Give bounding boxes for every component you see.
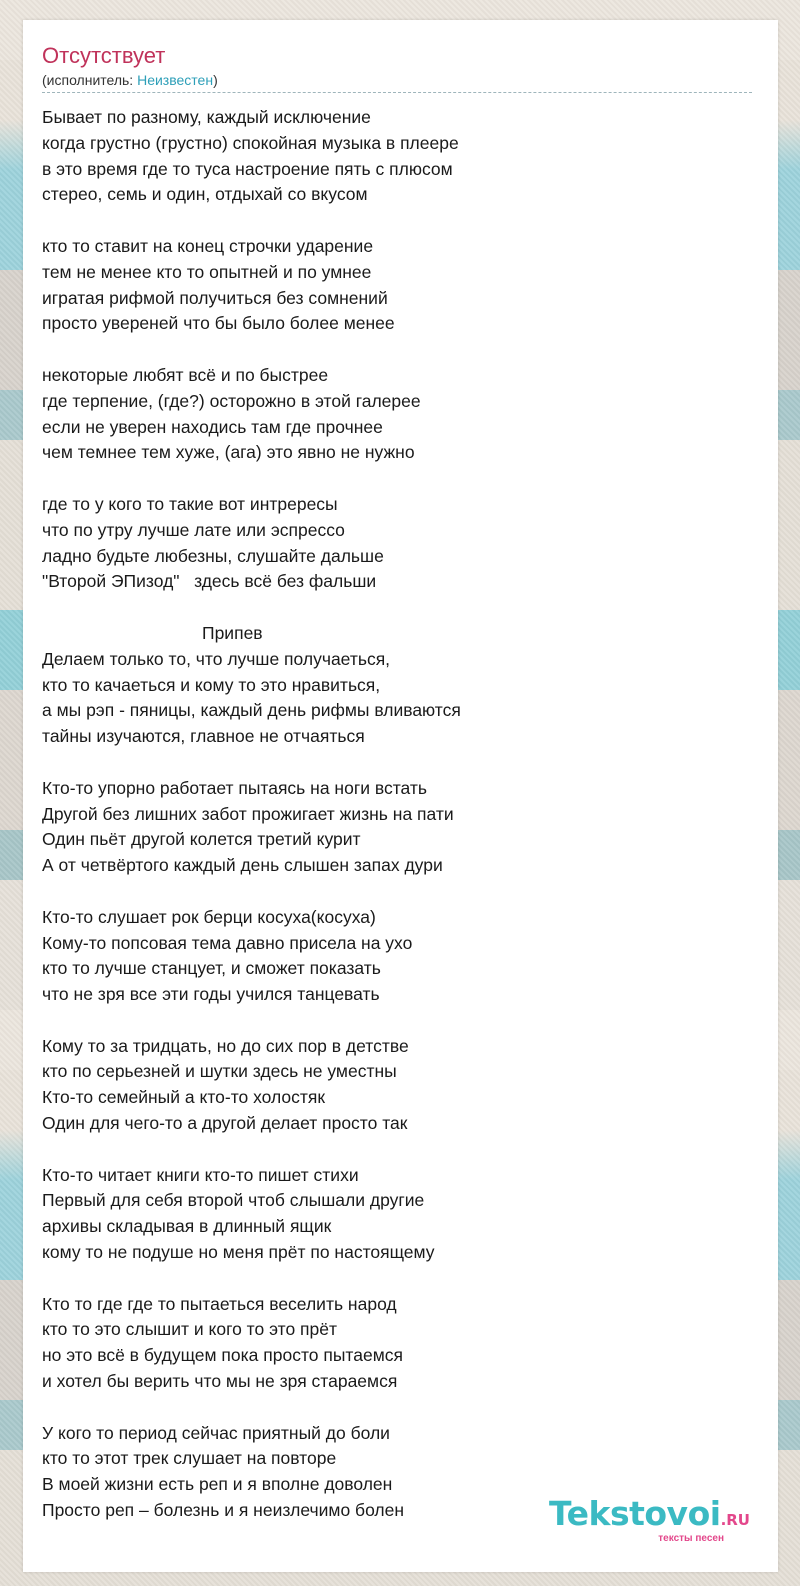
lyric-line: кто то это слышит и кого то это прёт bbox=[42, 1319, 338, 1340]
lyric-line: Один для чего-то а другой делает просто так bbox=[42, 1113, 408, 1134]
lyric-line: если не уверен находись там где прочнее bbox=[42, 416, 383, 437]
lyric-line: стерео, семь и один, отдыхай со вкусом bbox=[42, 184, 368, 205]
lyric-line: А от четвёртого каждый день слышен запах дури bbox=[42, 855, 443, 876]
stanza bbox=[42, 1034, 742, 1137]
stanza bbox=[42, 905, 742, 1008]
lyrics-sheet bbox=[23, 20, 778, 1572]
lyric-line: У кого то период сейчас приятный до боли bbox=[42, 1422, 390, 1443]
stanza bbox=[42, 1163, 742, 1266]
lyric-line: Кто то где где то пытаеться веселить народ bbox=[42, 1293, 397, 1314]
lyric-line: где то у кого то такие вот интрересы bbox=[42, 493, 338, 514]
lyric-line: кто то ставит на конец строчки ударение bbox=[42, 235, 374, 256]
stanza bbox=[42, 776, 742, 879]
logo-main-text: Tekstovoi bbox=[549, 1494, 721, 1533]
lyric-line: игратая рифмой получиться без сомнений bbox=[42, 287, 388, 308]
lyric-line: Бывает по разному, каждый исключение bbox=[42, 107, 371, 127]
logo-tagline: тексты песен bbox=[658, 1533, 724, 1544]
lyric-line: Кому-то попсовая тема давно присела на ухо bbox=[42, 932, 413, 953]
lyric-line: что по утру лучше лате или эспрессо bbox=[42, 519, 345, 540]
lyric-line: В моей жизни есть реп и я вполне доволен bbox=[42, 1474, 393, 1495]
artist-suffix: ) bbox=[213, 72, 218, 88]
lyric-line: Кто-то слушает рок берци косуха(косуха) bbox=[42, 906, 376, 927]
lyric-line: когда грустно (грустно) спокойная музыка в плеере bbox=[42, 132, 459, 153]
stanza bbox=[42, 492, 742, 595]
stanza bbox=[42, 105, 742, 208]
lyric-line: Делаем только то, что лучше получаеться, bbox=[42, 648, 391, 669]
lyric-line: Кто-то семейный а кто-то холостяк bbox=[42, 1087, 326, 1108]
lyric-line: что не зря все эти годы учился танцевать bbox=[42, 984, 380, 1005]
lyric-line: кто то качаеться и кому то это нравиться, bbox=[42, 674, 381, 695]
site-logo[interactable] bbox=[549, 1494, 750, 1544]
stanza bbox=[42, 363, 742, 466]
lyric-line: некоторые любят всё и по быстрее bbox=[42, 364, 329, 385]
lyric-line: где терпение, (где?) осторожно в этой галерее bbox=[42, 390, 421, 411]
artist-link[interactable]: Неизвестен bbox=[137, 72, 214, 88]
stanza bbox=[42, 234, 742, 337]
lyric-line: ладно будьте любезны, слушайте дальше bbox=[42, 545, 384, 566]
lyric-line: кто то этот трек слушает на повторе bbox=[42, 1448, 337, 1469]
lyric-line: Один пьёт другой колется третий курит bbox=[42, 829, 361, 850]
stanza bbox=[42, 1292, 742, 1395]
lyric-line: Просто реп – болезнь и я неизлечимо болен bbox=[42, 1500, 405, 1521]
logo-domain: .RU bbox=[720, 1511, 750, 1529]
chorus-stanza bbox=[42, 621, 742, 750]
lyric-line: а мы рэп - пяницы, каждый день рифмы вливаются bbox=[42, 700, 461, 721]
lyric-line: Первый для себя второй чтоб слышали другие bbox=[42, 1190, 425, 1211]
song-title: Отсутствует bbox=[42, 43, 166, 68]
lyric-line: кому то не подуше но меня прёт по настоящему bbox=[42, 1242, 435, 1263]
lyric-line: чем темнее тем хуже, (ага) это явно не нужно bbox=[42, 442, 415, 463]
lyric-line: и хотел бы верить что мы не зря стараемся bbox=[42, 1371, 398, 1392]
artist-prefix: (исполнитель: bbox=[42, 72, 138, 88]
lyric-line: но это всё в будущем пока просто пытаемся bbox=[42, 1345, 403, 1366]
lyric-line: кто по серьезней и шутки здесь не уместны bbox=[42, 1061, 397, 1082]
header-divider bbox=[42, 92, 752, 93]
lyric-line: тайны изучаются, главное не отчаяться bbox=[42, 726, 365, 747]
lyric-line: в это время где то туса настроение пять с плюсом bbox=[42, 158, 453, 179]
song-header bbox=[42, 42, 218, 89]
chorus-label: Припев bbox=[202, 622, 263, 643]
lyric-line: кто то лучше станцует, и сможет показать bbox=[42, 958, 381, 979]
lyric-line: тем не менее кто то опытней и по умнее bbox=[42, 261, 372, 282]
lyric-line: Другой без лишних забот прожигает жизнь на пати bbox=[42, 803, 454, 824]
lyrics-body bbox=[42, 105, 742, 1550]
logo-wordmark bbox=[549, 1494, 750, 1537]
lyric-line: Кто-то упорно работает пытаясь на ноги встать bbox=[42, 777, 427, 798]
lyric-line: Кому то за тридцать, но до сих пор в детстве bbox=[42, 1035, 409, 1056]
lyric-line: архивы складывая в длинный ящик bbox=[42, 1216, 332, 1237]
artist-line bbox=[42, 71, 218, 89]
lyric-line: "Второй ЭПизод" здесь всё без фальши bbox=[42, 571, 377, 592]
lyric-line: Кто-то читает книги кто-то пишет стихи bbox=[42, 1164, 359, 1185]
lyric-line: просто увереней что бы было более менее bbox=[42, 313, 395, 334]
